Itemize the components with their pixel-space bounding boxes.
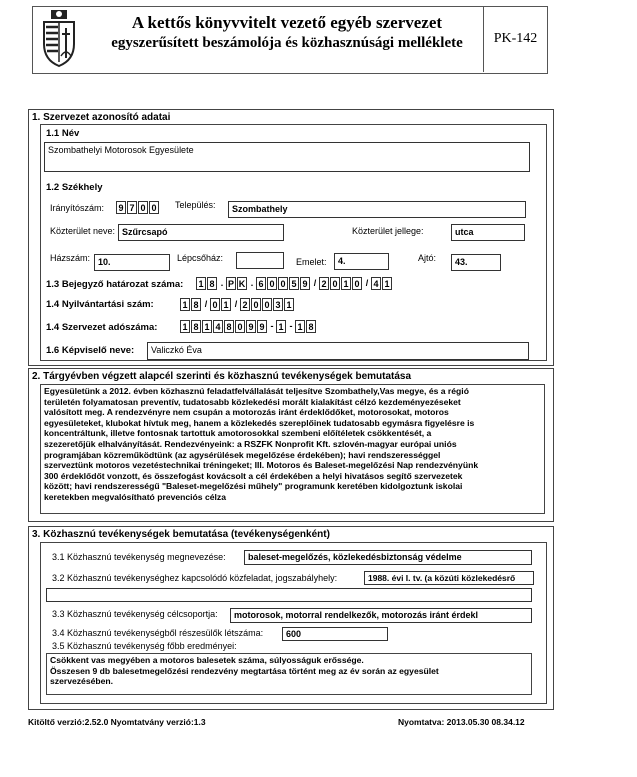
separator: . [220,278,224,288]
description-line: Egyesületünk a 2012. évben közhasznú feladatfelvállalását teljesítve Szombathely,Vas megye, és a régió [44,386,469,396]
reg-decision-cells[interactable] [196,277,393,290]
reg-decision-char[interactable]: 0 [330,277,340,290]
reg-decision-char[interactable]: 0 [278,277,288,290]
reg-number-digit[interactable]: 8 [191,298,201,311]
tax-digit[interactable]: 1 [295,320,305,333]
results-line: szervezésében. [50,676,114,687]
zip-label: Irányítószám: [50,203,105,213]
description-line: 300 érdeklődőt vonzott, és összefogást kovácsolt a cél érdekében a helyi hivatásos segítő szervezetek [44,470,463,481]
results-label: 3.5 Közhasznú tevékenység főbb eredményei: [52,641,237,651]
city-label: Település: [175,200,216,210]
section3-heading: 3. Közhasznú tevékenységek bemutatása (tevékenységenként) [32,529,330,540]
street-type-field[interactable]: utca [451,224,525,241]
description-line: területén folyamatosan preventív, tudatosabb közlekedési morált kialakítást célzó kezdeményezéseket [44,396,461,407]
reg-decision-char[interactable]: 8 [207,277,217,290]
tax-digit[interactable]: 9 [257,320,267,333]
print-timestamp: Nyomtatva: 2013.05.30 08.34.12 [398,717,525,727]
door-label: Ajtó: [418,253,437,263]
rep-field[interactable]: Valiczkó Éva [147,342,529,360]
tax-digit[interactable]: 1 [180,320,190,333]
stair-field[interactable] [236,252,284,269]
reg-decision-char[interactable]: 2 [319,277,329,290]
task-label: 3.2 Közhasznú tevékenységhez kapcsolódó közfeladat, jogszabályhely: [52,573,338,583]
zip-cells[interactable] [116,201,160,214]
separator: / [234,299,238,309]
tax-number-cells[interactable] [180,320,317,333]
zip-digit[interactable]: 0 [149,201,159,214]
task-field[interactable]: 1988. évi I. tv. (a közúti közlekedésrő [364,571,534,585]
description-line: között; havi rendszerességű "Baleset-megelőzési műhely" programunk keretében kidolgoztunk iskolai [44,481,463,492]
tax-digit[interactable]: 1 [202,320,212,333]
count-field[interactable]: 600 [282,627,388,641]
street-field[interactable]: Szűrcsapó [118,224,284,241]
tax-digit[interactable]: 0 [235,320,245,333]
zip-digit[interactable]: 9 [116,201,126,214]
street-label: Közterület neve: [50,226,116,236]
reg-decision-char[interactable]: 1 [382,277,392,290]
rep-label: 1.6 Képviselő neve: [46,345,135,356]
description-line: szerveztünk motoros vezetéstechnikai tréningeket; III. Motoros és Baleset-megelőzési Nap rendezvényünk [44,460,479,471]
name-field[interactable]: Szombathelyi Motorosok Egyesülete [44,142,530,172]
street-type-label: Közterület jellege: [352,226,424,236]
description-line: keretekben megvalósítható prevenciós célza [44,491,226,502]
reg-number-digit[interactable]: 0 [210,298,220,311]
reg-number-digit[interactable]: 1 [180,298,190,311]
task-field-continuation[interactable] [46,588,532,602]
reg-number-digit[interactable]: 1 [221,298,231,311]
separator: . [250,278,254,288]
form-title-line1: A kettős könyvvitelt vezető egyéb szervezet [131,13,443,32]
description-line: egyesületeket, klubokat hívtuk meg, hanem a közlekedés szereplőinek tudatosabb egymásra figyelésre is [44,417,475,428]
floor-field[interactable]: 4. [334,253,389,270]
tax-digit[interactable]: 8 [306,320,316,333]
house-field[interactable]: 10. [94,254,170,271]
reg-decision-char[interactable]: 1 [196,277,206,290]
description-line: programjában közreműködtünk (az agysérülések megelőzése érdekében); havi rendszerességgel [44,449,441,460]
door-field[interactable]: 43. [451,254,501,271]
target-label: 3.3 Közhasznú tevékenység célcsoportja: [52,609,218,619]
results-line: Összesen 9 db balesetmegelőzési rendezvény megtartása történt meg az év során az egyesület [50,665,439,676]
reg-decision-char[interactable]: 0 [352,277,362,290]
reg-number-label: 1.4 Nyilvántartási szám: [46,299,154,310]
description-line: szezeretőjük elhalványítását. Rendezvényeink: a RSZFK Nonprofit Kft. szlovén-magyar európai uniós [44,438,457,449]
activity-name-label: 3.1 Közhasznú tevékenység megnevezése: [52,552,226,562]
city-field[interactable]: Szombathely [228,201,526,218]
reg-decision-char[interactable]: 9 [300,277,310,290]
separator: / [204,299,208,309]
separator: / [313,278,317,288]
floor-label: Emelet: [296,257,327,267]
form-title [92,12,482,54]
coat-of-arms-icon [36,10,82,68]
zip-digit[interactable]: 7 [127,201,137,214]
reg-decision-char[interactable]: 6 [256,277,266,290]
reg-decision-char[interactable]: 0 [267,277,277,290]
description-line: valósított meg. A rendezvényre nem csupán a motorozás iránt érdeklődőket, motorosokat, motoros [44,407,449,418]
tax-label: 1.4 Szervezet adószáma: [46,322,158,333]
activity-description[interactable] [40,384,545,514]
tax-digit[interactable]: 8 [224,320,234,333]
stair-label: Lépcsőház: [177,253,224,263]
reg-decision-char[interactable]: P [227,279,234,289]
count-label: 3.4 Közhasznú tevékenységből részesülők létszáma: [52,628,264,638]
form-title-line2: egyszerűsített beszámolója és közhasznúsági melléklete [111,35,463,51]
separator: - [289,321,293,331]
separator: - [270,321,274,331]
reg-number-cells[interactable] [180,298,295,311]
seat-label: 1.2 Székhely [46,182,103,193]
reg-decision-char[interactable]: 4 [371,277,381,290]
version-info: Kitöltő verzió:2.52.0 Nyomtatvány verzió:1.3 [28,717,206,727]
reg-decision-char[interactable]: 5 [289,277,299,290]
reg-number-digit[interactable]: 3 [273,298,283,311]
tax-digit[interactable]: 1 [276,320,286,333]
zip-digit[interactable]: 0 [138,201,148,214]
tax-digit[interactable]: 4 [213,320,223,333]
activity-name-field[interactable]: baleset-megelőzés, közlekedésbiztonság védelme [244,550,532,565]
results-field[interactable] [46,653,532,695]
section1-heading: 1. Szervezet azonosító adatai [32,112,171,123]
results-line: Csökkent vas megyében a motoros balesetek száma, súlyosságuk erőssége. [50,655,364,665]
name-label: 1.1 Név [46,128,80,139]
tax-digit[interactable]: 8 [191,320,201,333]
reg-number-digit[interactable]: 0 [251,298,261,311]
house-label: Házszám: [50,253,91,263]
reg-number-digit[interactable]: 2 [240,298,250,311]
description-line: koncentráltunk, illetve fontosnak tartottuk amotorosokkal szembeni előítéletek csökkentését, a [44,428,432,439]
section2-heading: 2. Tárgyévben végzett alapcél szerinti és közhasznú tevékenységek bemutatása [32,371,412,382]
reg-decision-char[interactable]: K [238,279,246,289]
reg-number-digit[interactable]: 0 [262,298,272,311]
reg-number-digit[interactable]: 1 [284,298,294,311]
reg-decision-char[interactable]: 1 [341,277,351,290]
reg-decision-label: 1.3 Bejegyző határozat száma: [46,279,184,290]
tax-digit[interactable]: 9 [246,320,256,333]
form-code: PK-142 [483,6,547,72]
target-field[interactable]: motorosok, motorral rendelkezők, motorozás iránt érdekl [230,608,532,623]
separator: / [365,278,369,288]
